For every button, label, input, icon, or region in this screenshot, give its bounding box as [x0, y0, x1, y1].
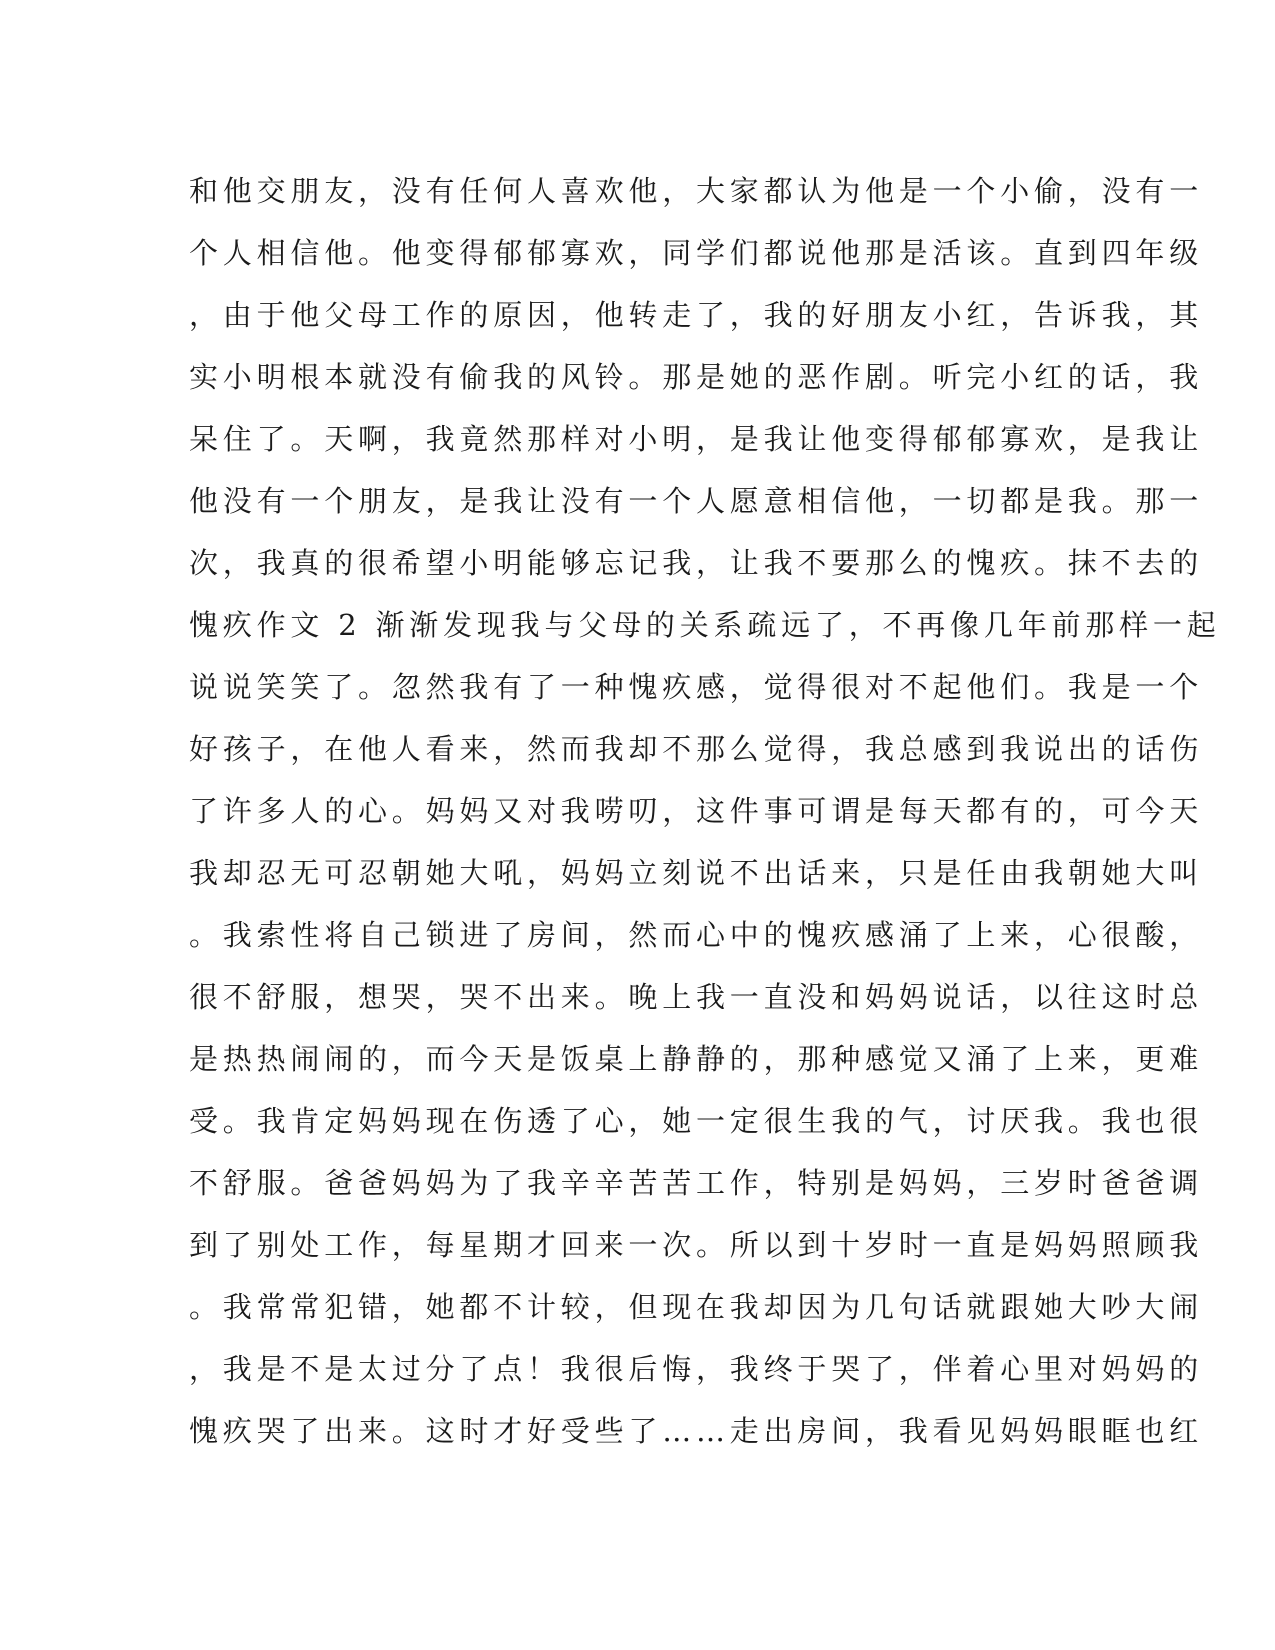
- text-line-21: 愧疚哭了出来。这时才好受些了……走出房间，我看见妈妈眼眶也红: [189, 1414, 1204, 1448]
- text-line-1: 和他交朋友，没有任何人喜欢他，大家都认为他是一个小偷，没有一: [189, 174, 1204, 208]
- text-line-19: 。我常常犯错，她都不计较，但现在我却因为几句话就跟她大吵大闹: [189, 1290, 1204, 1324]
- text-line-6: 他没有一个朋友，是我让没有一个人愿意相信他，一切都是我。那一: [189, 484, 1204, 518]
- text-line-20: ，我是不是太过分了点！我很后悔，我终于哭了，伴着心里对妈妈的: [189, 1352, 1204, 1386]
- text-line-11: 了许多人的心。妈妈又对我唠叨，这件事可谓是每天都有的，可今天: [189, 794, 1204, 828]
- text-line-9: 说说笑笑了。忽然我有了一种愧疚感，觉得很对不起他们。我是一个: [189, 670, 1204, 704]
- text-line-16: 受。我肯定妈妈现在伤透了心，她一定很生我的气，讨厌我。我也很: [189, 1104, 1204, 1138]
- text-line-3: ，由于他父母工作的原因，他转走了，我的好朋友小红，告诉我，其: [189, 298, 1204, 332]
- text-line-8: 愧疚作文 2 渐渐发现我与父母的关系疏远了，不再像几年前那样一起: [189, 608, 1221, 642]
- text-line-15: 是热热闹闹的，而今天是饭桌上静静的，那种感觉又涌了上来，更难: [189, 1042, 1204, 1076]
- text-line-17: 不舒服。爸爸妈妈为了我辛辛苦苦工作，特别是妈妈，三岁时爸爸调: [189, 1166, 1204, 1200]
- text-line-14: 很不舒服，想哭，哭不出来。晚上我一直没和妈妈说话，以往这时总: [189, 980, 1204, 1014]
- body-text: [189, 160, 1221, 1462]
- text-line-12: 我却忍无可忍朝她大吼，妈妈立刻说不出话来，只是任由我朝她大叫: [189, 856, 1204, 890]
- text-line-2: 个人相信他。他变得郁郁寡欢，同学们都说他那是活该。直到四年级: [189, 236, 1204, 270]
- text-line-7: 次，我真的很希望小明能够忘记我，让我不要那么的愧疚。抹不去的: [189, 546, 1204, 580]
- text-line-10: 好孩子，在他人看来，然而我却不那么觉得，我总感到我说出的话伤: [189, 732, 1204, 766]
- text-line-4: 实小明根本就没有偷我的风铃。那是她的恶作剧。听完小红的话，我: [189, 360, 1204, 394]
- text-line-18: 到了别处工作，每星期才回来一次。所以到十岁时一直是妈妈照顾我: [189, 1228, 1204, 1262]
- text-line-5: 呆住了。天啊，我竟然那样对小明，是我让他变得郁郁寡欢，是我让: [189, 422, 1204, 456]
- text-line-13: 。我索性将自己锁进了房间，然而心中的愧疚感涌了上来，心很酸，: [189, 918, 1204, 952]
